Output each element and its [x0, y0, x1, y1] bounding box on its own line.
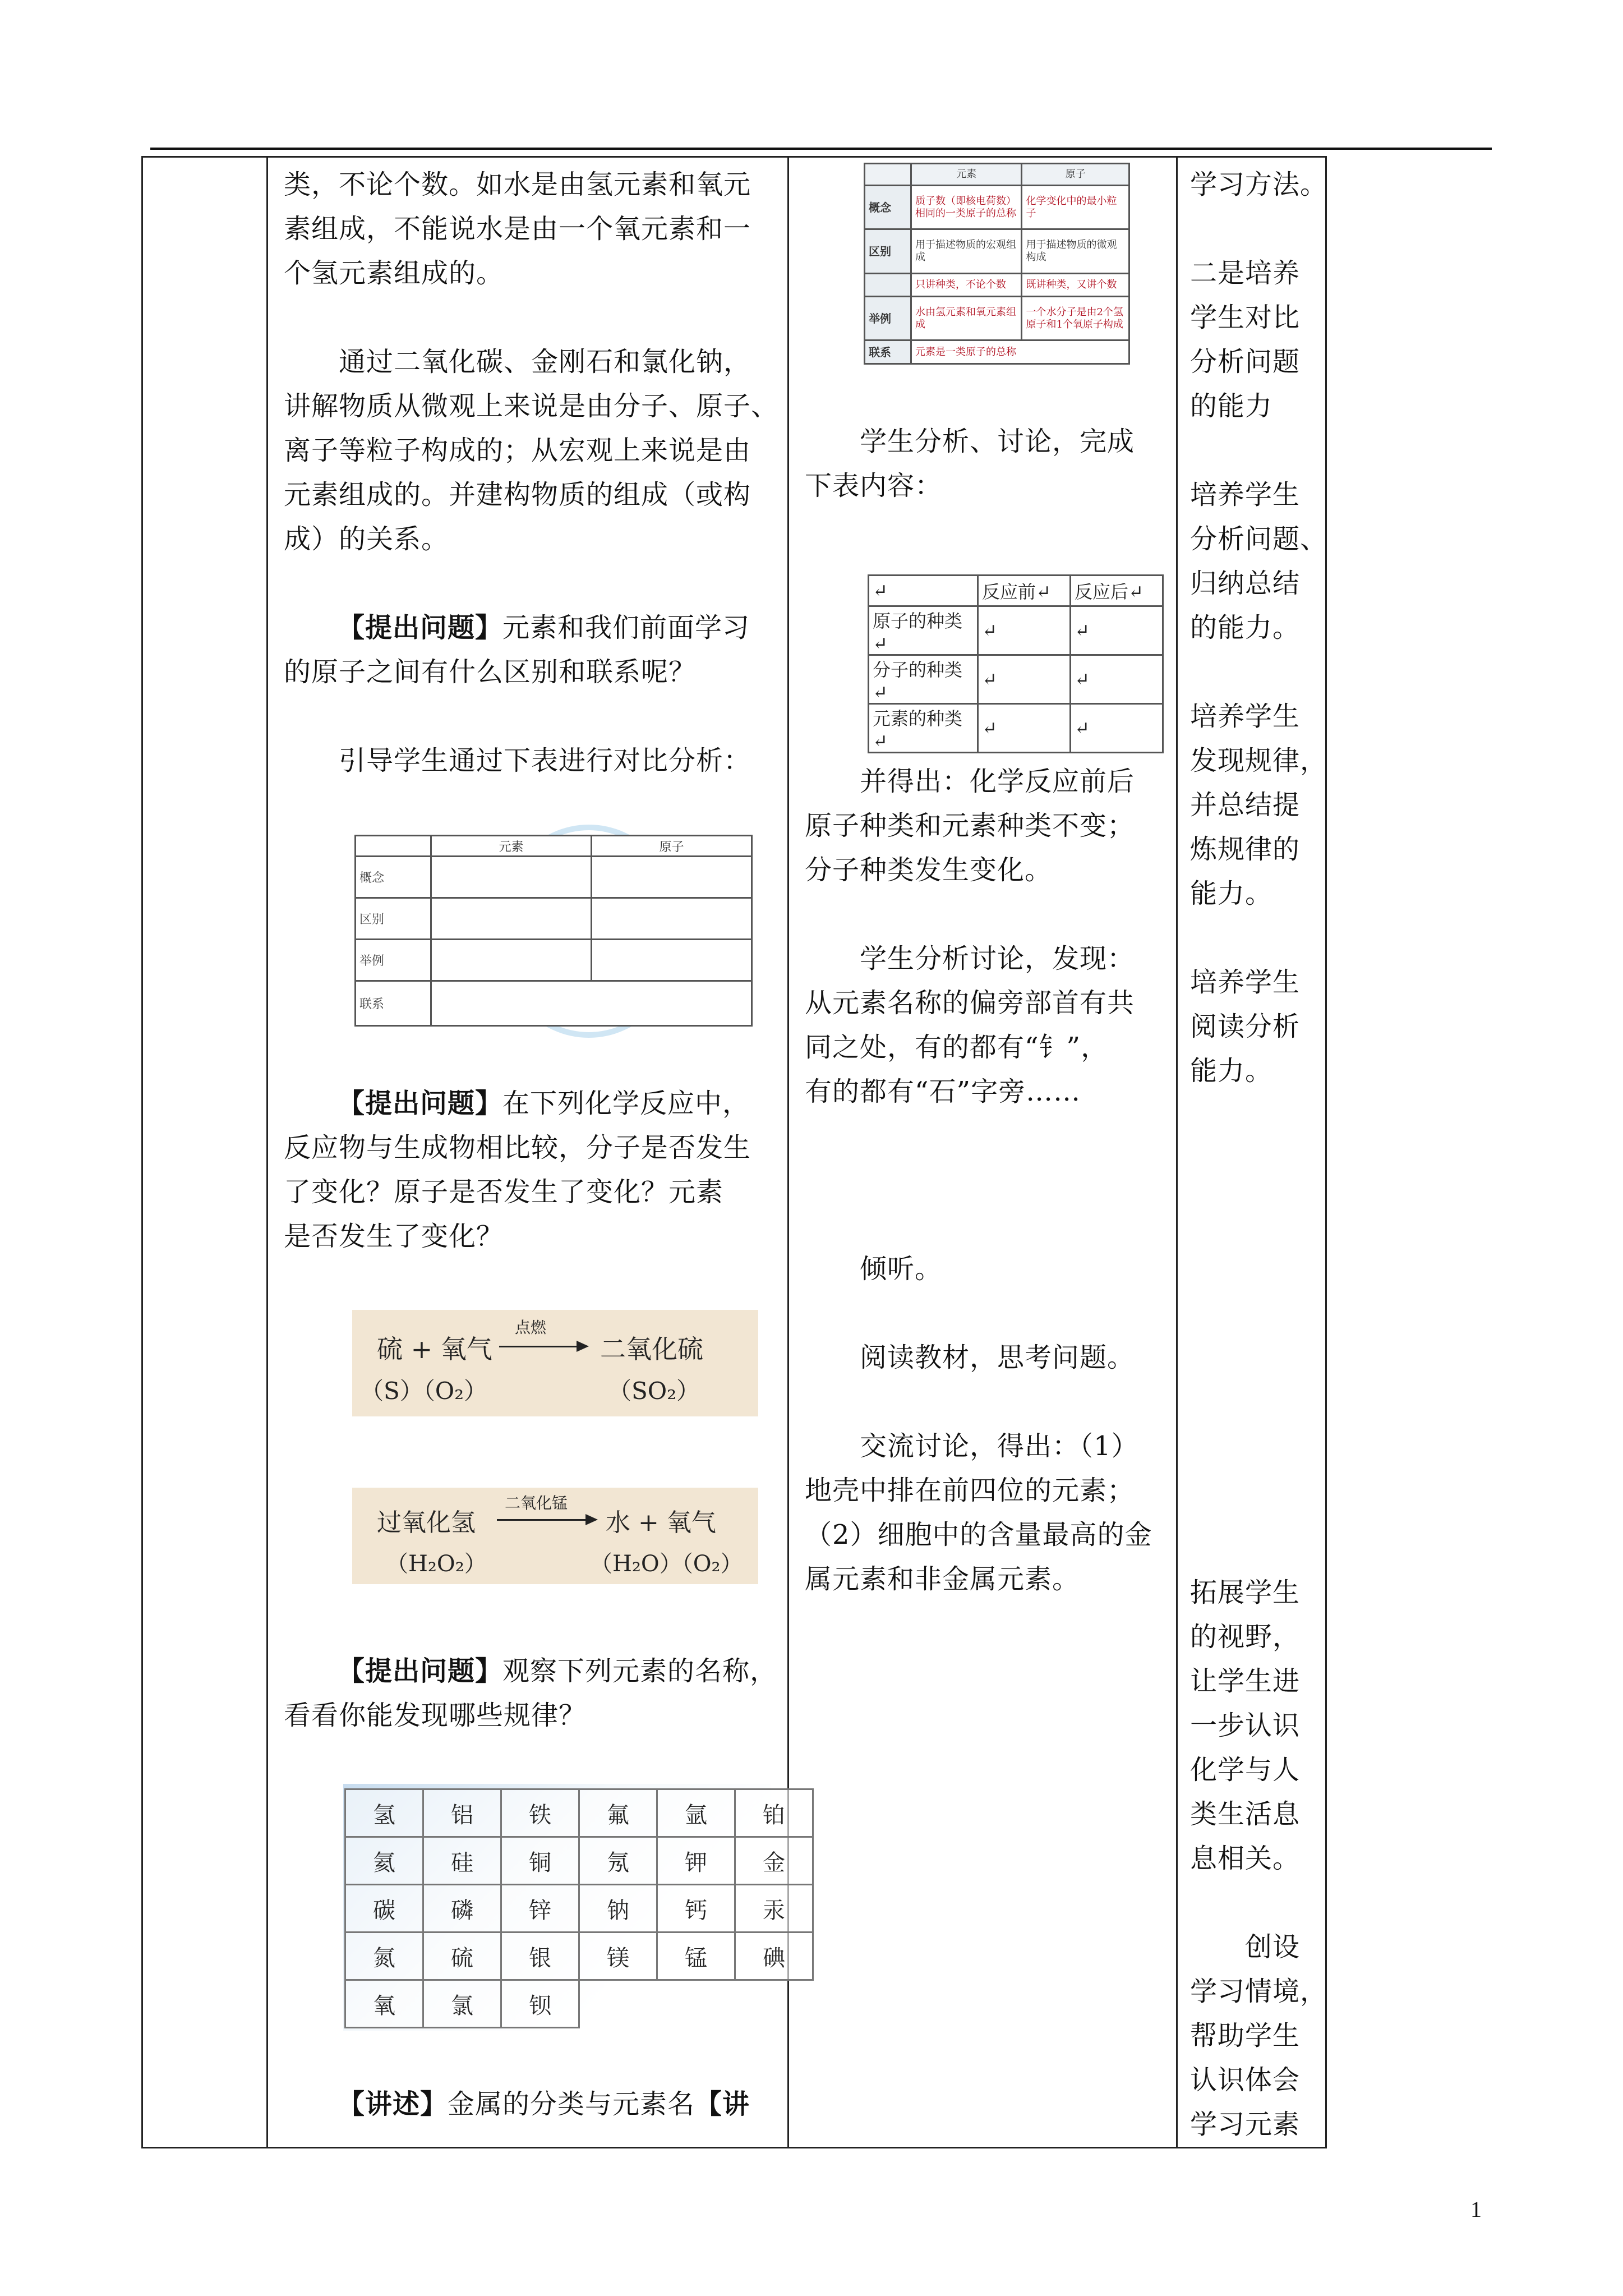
element-cell: 氟 [579, 1789, 657, 1837]
text-line: 并得出：化学反应前后 [805, 766, 1135, 797]
element-cell: 铁 [501, 1789, 579, 1837]
column-divider-1 [266, 156, 268, 2148]
element-cell: 氖 [579, 1837, 657, 1885]
equation-formulas: （H₂O）（O₂） [590, 1551, 743, 1577]
question-tag: 【提出问题】 [338, 1655, 503, 1687]
table-cell: ↵ [1071, 655, 1163, 704]
element-cell: 铜 [501, 1837, 579, 1885]
equation-reactant: 过氧化氢 [377, 1508, 476, 1537]
equation-reactants: 硫 + 氧气 [377, 1334, 492, 1364]
element-cell: 锌 [501, 1885, 579, 1932]
table-cell: ↵ [978, 655, 1071, 704]
table-header: 原子 [592, 836, 752, 857]
text-line: 类，不论个数。如水是由氢元素和氧元 [284, 169, 751, 200]
text-line: 是否发生了变化？ [284, 1221, 504, 1252]
element-cell: 氧 [345, 1980, 423, 2028]
text-line: 素组成，不能说水是由一个氧元素和一 [284, 213, 751, 245]
text-line: 离子等粒子构成的；从宏观上来说是由 [284, 435, 751, 466]
text-line: 有的都有“石”字旁…… [805, 1076, 1081, 1107]
text-line: 能力。 [1190, 878, 1273, 909]
text-line: 分子种类发生变化。 [805, 854, 1053, 886]
text-line: 让学生进 [1190, 1665, 1301, 1697]
text-line: 看看你能发现哪些规律？ [284, 1700, 587, 1731]
element-cell: 碘 [735, 1932, 813, 1980]
row-label: 联系 [356, 981, 431, 1026]
table-cell: 只讲种类，不论个数 [911, 273, 1022, 297]
narration-tag: 【讲述】 [338, 2088, 448, 2120]
reaction-arrow [499, 1346, 578, 1347]
text-line: 分析问题、 [1190, 523, 1328, 555]
row-label: 区别 [356, 898, 431, 940]
element-cell: 锰 [657, 1932, 735, 1980]
row-label: 分子的种类↵ [869, 655, 978, 704]
text-line: 通过二氧化碳、金刚石和氯化钠， [284, 346, 751, 378]
table-header: 原子 [1022, 164, 1129, 186]
text-line: 发现规律， [1190, 745, 1328, 776]
text-line: 学生对比 [1190, 302, 1301, 333]
table-header: 元素 [431, 836, 592, 857]
equation-products: 水 + 氧气 [606, 1508, 716, 1537]
equation-product: 二氧化硫 [600, 1334, 703, 1364]
text-line: 引导学生通过下表进行对比分析： [284, 745, 751, 776]
header-rule [150, 148, 1492, 150]
element-cell: 硅 [423, 1837, 501, 1885]
reaction-arrow [497, 1519, 587, 1521]
text-line: 了变化？原子是否发生了变化？元素 [284, 1176, 724, 1208]
element-cell: 磷 [423, 1885, 501, 1932]
arrow-head [577, 1341, 589, 1352]
text-line: 交流讨论，得出：（1） [805, 1430, 1139, 1462]
equation-formula: （SO₂） [608, 1377, 700, 1405]
row-label: 举例 [356, 940, 431, 981]
table-cell: 化学变化中的最小粒子 [1022, 186, 1129, 229]
text-line: 讲解物质从微观上来说是由分子、原子、 [284, 390, 779, 422]
table-header: 反应前↵ [978, 576, 1071, 606]
element-cell: 氦 [345, 1837, 423, 1885]
text-line: 息相关。 [1190, 1843, 1301, 1874]
text-line: 阅读分析 [1190, 1011, 1301, 1042]
table-cell: ↵ [1071, 704, 1163, 753]
table-cell: ↵ [869, 576, 978, 606]
text-line: 学习方法。 [1190, 169, 1328, 200]
text-line: 创设 [1190, 1931, 1301, 1963]
text-line: 的能力 [1190, 390, 1273, 422]
text-line: 培养学生 [1190, 967, 1301, 998]
text-line: 的视野， [1190, 1621, 1301, 1653]
element-cell: 氢 [345, 1789, 423, 1837]
page-number: 1 [1470, 2197, 1482, 2222]
text-span: 元素和我们前面学习 [502, 612, 750, 643]
table-cell [865, 164, 911, 186]
text-line: 培养学生 [1190, 701, 1301, 732]
table-cell: 质子数（即核电荷数）相同的一类原子的总称 [911, 186, 1022, 229]
text-span: 观察下列元素的名称， [502, 1655, 778, 1687]
text-line: 培养学生 [1190, 479, 1301, 510]
text-line: 倾听。 [805, 1253, 943, 1285]
reaction-condition: 二氧化锰 [505, 1494, 568, 1512]
element-name-grid [344, 1788, 814, 2028]
element-cell: 钠 [579, 1885, 657, 1932]
equation-formulas: （S）（O₂） [360, 1377, 488, 1405]
text-line: 的能力。 [1190, 612, 1301, 643]
text-line: （2）细胞中的含量最高的金 [805, 1519, 1152, 1550]
table-cell: 水由氢元素和氧元素组成 [911, 297, 1022, 341]
text-line: 学习情境， [1190, 1976, 1328, 2007]
table-cell: ↵ [978, 606, 1071, 655]
text-span: 在下列化学反应中， [502, 1088, 750, 1119]
text-line: 从元素名称的偏旁部首有共 [805, 987, 1135, 1019]
arrow-head [585, 1514, 598, 1525]
text-span: 金属的分类与元素名 [448, 2088, 695, 2120]
text-line: 地壳中排在前四位的元素； [805, 1475, 1135, 1506]
element-atom-answer-table [864, 163, 1130, 365]
row-label: 元素的种类↵ [869, 704, 978, 753]
text-line: 一步认识 [1190, 1710, 1301, 1741]
table-cell: 元素是一类原子的总称 [911, 341, 1129, 364]
text-line: 学生分析、讨论，完成 [805, 426, 1135, 457]
text-line: 下表内容： [805, 470, 943, 501]
text-line: 分析问题 [1190, 346, 1301, 378]
element-cell: 碳 [345, 1885, 423, 1932]
text-line: 原子种类和元素种类不变； [805, 810, 1135, 841]
text-line: 拓展学生 [1190, 1577, 1301, 1608]
text-line: 成）的关系。 [284, 523, 449, 555]
text-line: 反应物与生成物相比较，分子是否发生 [284, 1132, 751, 1163]
text-line: 阅读教材，思考问题。 [805, 1342, 1135, 1373]
question-tag: 【提出问题】 [338, 612, 503, 643]
text-line: 学生分析讨论，发现： [805, 943, 1135, 974]
equation-sulfur-oxygen [352, 1310, 758, 1416]
narration-paragraph [338, 2082, 750, 2127]
text-line: 个氢元素组成的。 [284, 257, 504, 289]
text-line: 能力。 [1190, 1055, 1273, 1087]
table-header: 反应后↵ [1071, 576, 1163, 606]
text-line: 的原子之间有什么区别和联系呢？ [284, 656, 697, 688]
text-line: 归纳总结 [1190, 568, 1301, 599]
element-cell: 银 [501, 1932, 579, 1980]
column-divider-3 [1176, 156, 1178, 2148]
element-cell: 硫 [423, 1932, 501, 1980]
text-line: 学习元素 [1190, 2109, 1301, 2140]
equation-hydrogen-peroxide [352, 1488, 758, 1584]
text-line: 炼规律的 [1190, 834, 1301, 865]
row-label: 概念 [356, 857, 431, 898]
element-cell: 钾 [657, 1837, 735, 1885]
table-cell [356, 836, 431, 857]
table-cell: ↵ [1071, 606, 1163, 655]
row-label: 联系 [865, 341, 911, 364]
element-cell: 钙 [657, 1885, 735, 1932]
element-cell: 铂 [735, 1789, 813, 1837]
table-cell: 用于描述物质的宏观组成 [911, 229, 1022, 273]
table-cell: ↵ [978, 704, 1071, 753]
element-cell: 镁 [579, 1932, 657, 1980]
text-line: 属元素和非金属元素。 [805, 1563, 1080, 1595]
row-label: 概念 [865, 186, 911, 229]
row-label: 原子的种类↵ [869, 606, 978, 655]
text-line: 二是培养 [1190, 257, 1301, 289]
text-line: 并总结提 [1190, 789, 1301, 821]
table-cell: 既讲种类，又讲个数 [1022, 273, 1129, 297]
element-cell: 金 [735, 1837, 813, 1885]
text-line: 帮助学生 [1190, 2020, 1301, 2051]
reaction-comparison-table [868, 574, 1164, 753]
question-paragraph [338, 1649, 777, 1694]
element-cell: 氮 [345, 1932, 423, 1980]
table-cell: 用于描述物质的微观构成 [1022, 229, 1129, 273]
element-cell: 氯 [423, 1980, 501, 2028]
element-cell: 氩 [657, 1789, 735, 1837]
question-tag: 【提出问题】 [338, 1088, 503, 1119]
table-header: 元素 [911, 164, 1022, 186]
element-cell: 钡 [501, 1980, 579, 2028]
compare-table [354, 835, 753, 1027]
element-cell: 铝 [423, 1789, 501, 1837]
reaction-condition: 点燃 [515, 1318, 547, 1337]
equation-formula: （H₂O₂） [386, 1551, 487, 1577]
text-line: 化学与人 [1190, 1754, 1301, 1786]
row-label: 区别 [865, 229, 911, 273]
row-label: 举例 [865, 297, 911, 341]
text-line: 元素组成的。并建构物质的组成（或构 [284, 479, 751, 510]
text-line: 类生活息 [1190, 1798, 1301, 1830]
element-cell: 汞 [735, 1885, 813, 1932]
text-line: 认识体会 [1190, 2064, 1301, 2096]
question-paragraph [338, 1082, 750, 1126]
question-paragraph [338, 606, 750, 650]
row-label [865, 273, 911, 297]
table-cell: 一个水分子是由2个氢原子和1个氧原子构成 [1022, 297, 1129, 341]
narration-tag: 【讲 [695, 2088, 750, 2120]
text-line: 同之处，有的都有“钅”， [805, 1032, 1109, 1063]
